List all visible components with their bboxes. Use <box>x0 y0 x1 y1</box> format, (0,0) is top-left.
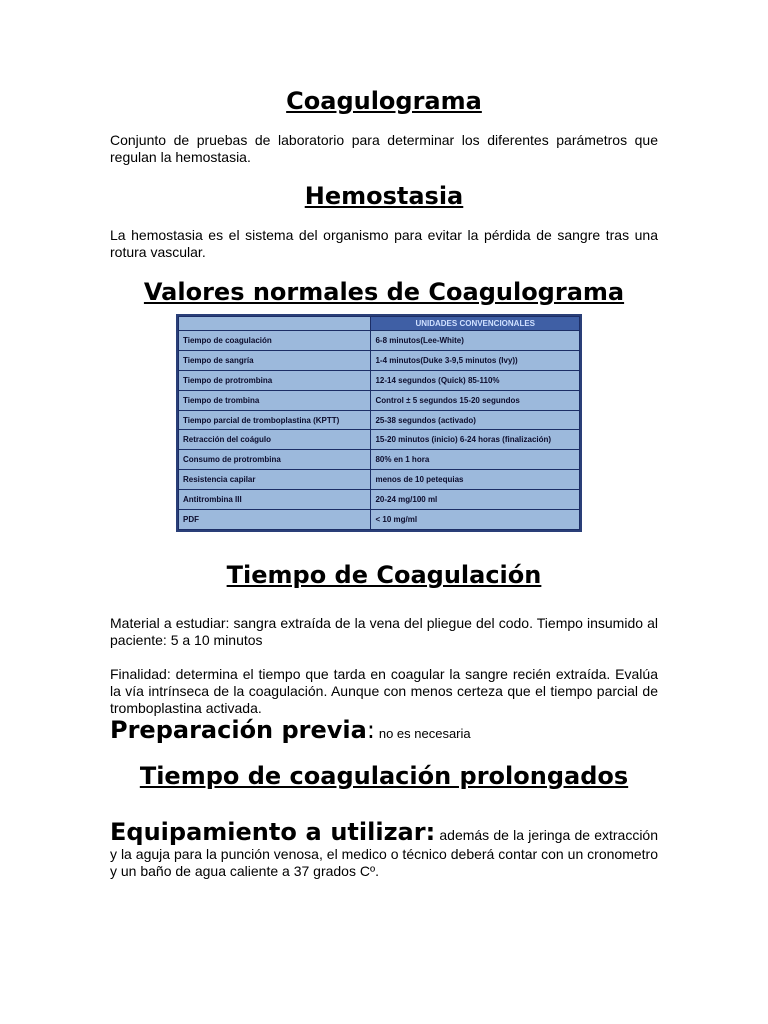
equipamiento-paragraph <box>110 818 658 880</box>
heading-tiempo-coagulacion: Tiempo de Coagulación <box>226 561 542 589</box>
preparacion-label: Preparación previa <box>110 716 367 744</box>
intro-paragraph: Conjunto de pruebas de laboratorio para determinar los diferentes parámetros que regulan la hemostasia. <box>110 132 658 165</box>
equipamiento-label: Equipamiento a utilizar: <box>110 818 436 846</box>
equipamiento-text: además de la jeringa de extracción y la aguja para la punción venosa, el medico o técnico deberá contar con un cronometro y un baño de agua caliente a 37 grados Cº. <box>110 827 659 879</box>
preparacion-value: no es necesaria <box>378 726 471 741</box>
hemostasia-paragraph: La hemostasia es el sistema del organismo para evitar la pérdida de sangre tras una rotura vascular. <box>110 227 658 260</box>
table-row <box>179 510 580 530</box>
table-cell-value: 15-20 minutos (inicio) 6-24 horas (finalización) <box>371 430 580 450</box>
table-row <box>179 450 580 470</box>
table-cell-parameter: PDF <box>179 510 371 530</box>
table-row <box>179 410 580 430</box>
table-cell-parameter: Consumo de protrombina <box>179 450 371 470</box>
material-paragraph: Material a estudiar: sangra extraída de la vena del pliegue del codo. Tiempo insumido al paciente: 5 a 10 minutos <box>110 615 658 648</box>
table-cell-value: < 10 mg/ml <box>371 510 580 530</box>
table-cell-value: 25-38 segundos (activado) <box>371 410 580 430</box>
table-cell-value: 6-8 minutos(Lee-White) <box>371 331 580 351</box>
table-header-units: UNIDADES CONVENCIONALES <box>371 317 580 331</box>
table-cell-parameter: Tiempo de trombina <box>179 390 371 410</box>
normal-values-table <box>178 316 580 530</box>
page-title: Coagulograma <box>286 87 482 115</box>
table-cell-parameter: Tiempo de sangría <box>179 350 371 370</box>
preparacion-colon: : <box>366 716 375 744</box>
table-cell-value: 1-4 minutos(Duke 3-9,5 minutos (Ivy)) <box>371 350 580 370</box>
table-row <box>179 331 580 351</box>
normal-values-table-image <box>176 314 582 532</box>
table-corner-cell <box>179 317 371 331</box>
table-cell-parameter: Retracción del coágulo <box>179 430 371 450</box>
table-cell-value: Control ± 5 segundos 15-20 segundos <box>371 390 580 410</box>
preparacion-paragraph <box>110 716 658 748</box>
table-cell-parameter: Resistencia capilar <box>179 470 371 490</box>
table-cell-parameter: Tiempo de protrombina <box>179 370 371 390</box>
table-row <box>179 430 580 450</box>
table-cell-parameter: Tiempo de coagulación <box>179 331 371 351</box>
table-cell-value: menos de 10 petequias <box>371 470 580 490</box>
table-cell-parameter: Tiempo parcial de tromboplastina (KPTT) <box>179 410 371 430</box>
heading-valores-normales: Valores normales de Coagulograma <box>143 278 625 306</box>
finalidad-paragraph: Finalidad: determina el tiempo que tarda en coagular la sangre recién extraída. Evalúa la vía intrínseca de la coagulación. Aunque con menos certeza que el tiempo parcial de tromboplastina activada. <box>110 666 658 716</box>
table-cell-value: 80% en 1 hora <box>371 450 580 470</box>
table-cell-parameter: Antitrombina III <box>179 490 371 510</box>
table-cell-value: 12-14 segundos (Quick) 85-110% <box>371 370 580 390</box>
table-row <box>179 490 580 510</box>
table-cell-value: 20-24 mg/100 ml <box>371 490 580 510</box>
table-row <box>179 350 580 370</box>
table-row <box>179 370 580 390</box>
table-row <box>179 470 580 490</box>
heading-hemostasia: Hemostasia <box>304 182 464 210</box>
heading-prolongados: Tiempo de coagulación prolongados <box>139 762 629 790</box>
table-row <box>179 390 580 410</box>
